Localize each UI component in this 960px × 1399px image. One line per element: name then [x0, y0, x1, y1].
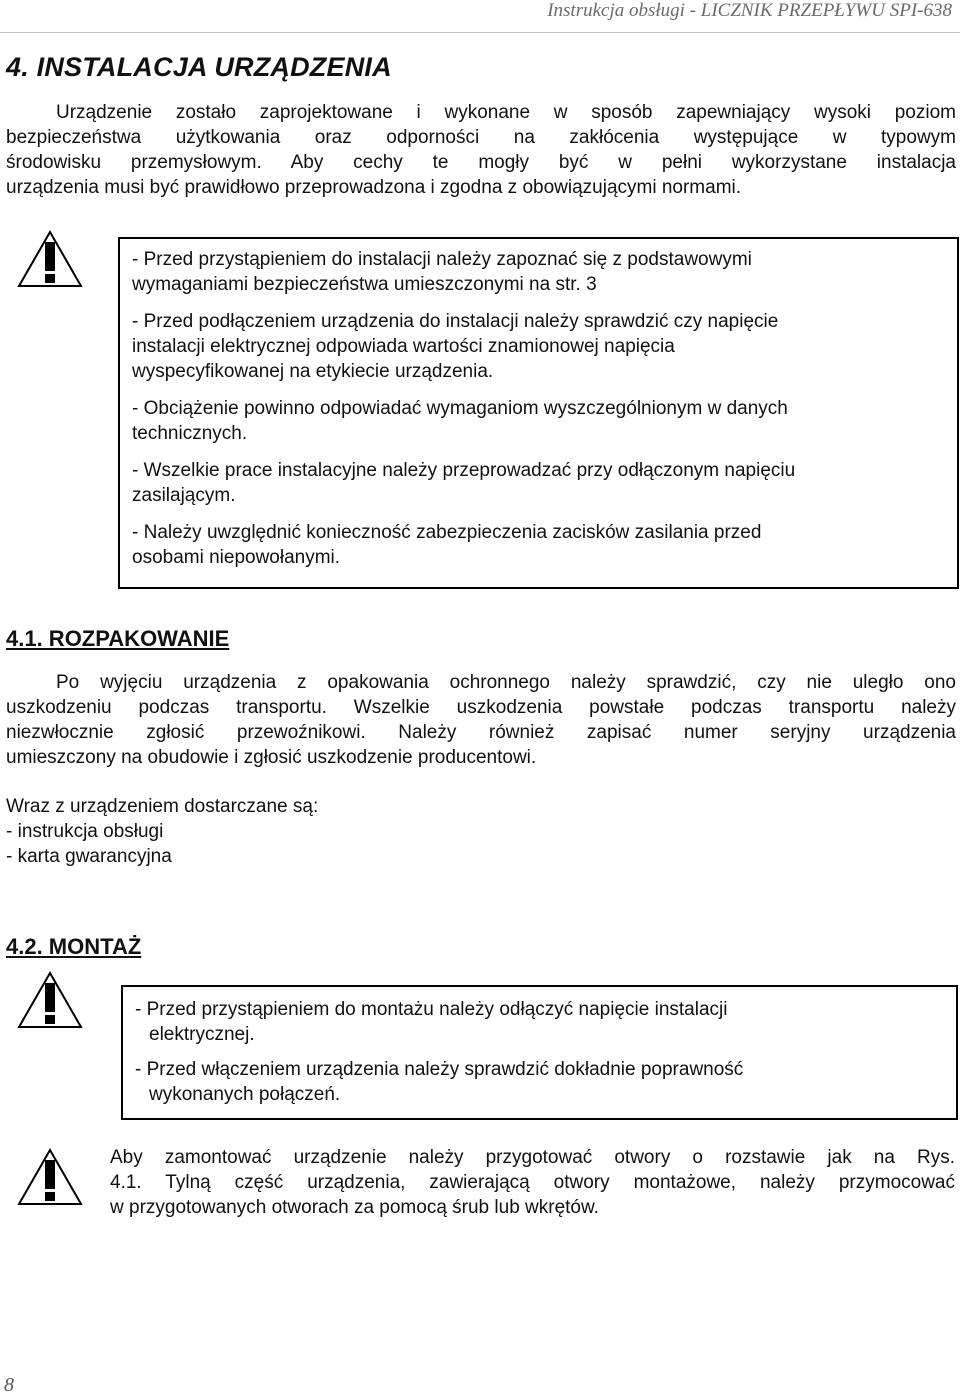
- warning-icon: [16, 229, 84, 289]
- subsection-title-unpacking: 4.1. ROZPAKOWANIE: [6, 626, 230, 651]
- warning-line: elektrycznej.: [149, 1024, 255, 1045]
- header-divider: [0, 32, 960, 33]
- subsection-title-mounting: 4.2. MONTAŻ: [6, 934, 142, 959]
- unpacking-line: uszkodzeniu podczas transportu. Wszelkie uszkodzenia powstałe podczas transportu należy: [6, 697, 956, 718]
- warning-item: [135, 1057, 944, 1107]
- warning-icon: [16, 1147, 84, 1207]
- intro-line: środowisku przemysłowym. Aby cechy te mogły być w pełni wykorzystane instalacja: [6, 152, 956, 173]
- section-title: 4. INSTALACJA URZĄDZENIA: [6, 52, 392, 82]
- intro-line: urządzenia musi być prawidłowo przeprowadzona i zgodna z obowiązującymi normami.: [6, 177, 742, 198]
- running-header: Instrukcja obsługi - LICZNIK PRZEPŁYWU SPI-638: [547, 0, 952, 21]
- warning-line: wyspecyfikowanej na etykiecie urządzenia.: [132, 361, 494, 382]
- warning-item: [132, 458, 945, 508]
- warning-line: osobami niepowołanymi.: [132, 547, 341, 568]
- mounting-note-line: w przygotowanych otworach za pomocą śrub lub wkrętów.: [110, 1197, 599, 1218]
- intro-paragraph: [6, 100, 956, 200]
- warning-item: [132, 520, 945, 570]
- warning-item: [135, 997, 944, 1047]
- unpacking-line: Po wyjęciu urządzenia z opakowania ochronnego należy sprawdzić, czy nie uległo ono: [56, 672, 956, 693]
- warning-line: instalacji elektrycznej odpowiada wartości znamionowej napięcia: [132, 336, 675, 357]
- warning-line: - Należy uwzględnić konieczność zabezpieczenia zacisków zasilania przed: [132, 522, 762, 543]
- warning-line: - Przed podłączeniem urządzenia do instalacji należy sprawdzić czy napięcie: [132, 311, 779, 332]
- warning-line: - Przed przystąpieniem do montażu należy odłączyć napięcie instalacji: [135, 999, 728, 1020]
- warning-line: wymaganiami bezpieczeństwa umieszczonymi na str. 3: [132, 274, 597, 295]
- unpacking-line: umieszczony na obudowie i zgłosić uszkodzenie producentowi.: [6, 747, 537, 768]
- unpacking-line: niezwłocznie zgłosić przewoźnikowi. Należy również zapisać numer seryjny urządzenia: [6, 722, 956, 743]
- warning-item: [132, 247, 945, 297]
- unpacking-paragraph: [6, 670, 956, 770]
- warning-icon: [16, 970, 84, 1030]
- intro-line: bezpieczeństwa użytkowania oraz odporności na zakłócenia występujące w typowym: [6, 127, 956, 148]
- warning-line: technicznych.: [132, 423, 248, 444]
- warning-line: wykonanych połączeń.: [149, 1084, 341, 1105]
- warning-line: - Przed włączeniem urządzenia należy sprawdzić dokładnie poprawność: [135, 1059, 744, 1080]
- mounting-warning-box: [121, 985, 958, 1120]
- page-number: 8: [4, 1374, 14, 1396]
- supplied-items-list: [6, 794, 318, 869]
- supplied-item: - karta gwarancyjna: [6, 846, 172, 867]
- warning-item: [132, 396, 945, 446]
- warning-line: - Wszelkie prace instalacyjne należy przeprowadzać przy odłączonym napięciu: [132, 460, 796, 481]
- mounting-note: [110, 1145, 955, 1220]
- installation-warning-box: [118, 237, 959, 589]
- warning-item: [132, 309, 945, 384]
- mounting-note-line: Aby zamontować urządzenie należy przygotować otwory o rozstawie jak na Rys.: [110, 1147, 955, 1168]
- warning-line: zasilającym.: [132, 485, 236, 506]
- supplied-heading: Wraz z urządzeniem dostarczane są:: [6, 796, 319, 817]
- mounting-note-line: 4.1. Tylną część urządzenia, zawierającą otwory montażowe, należy przymocować: [110, 1172, 955, 1193]
- warning-line: - Przed przystąpieniem do instalacji należy zapoznać się z podstawowymi: [132, 249, 752, 270]
- intro-line: Urządzenie zostało zaprojektowane i wykonane w sposób zapewniający wysoki poziom: [56, 102, 956, 123]
- warning-line: - Obciążenie powinno odpowiadać wymaganiom wyszczególnionym w danych: [132, 398, 788, 419]
- supplied-item: - instrukcja obsługi: [6, 821, 164, 842]
